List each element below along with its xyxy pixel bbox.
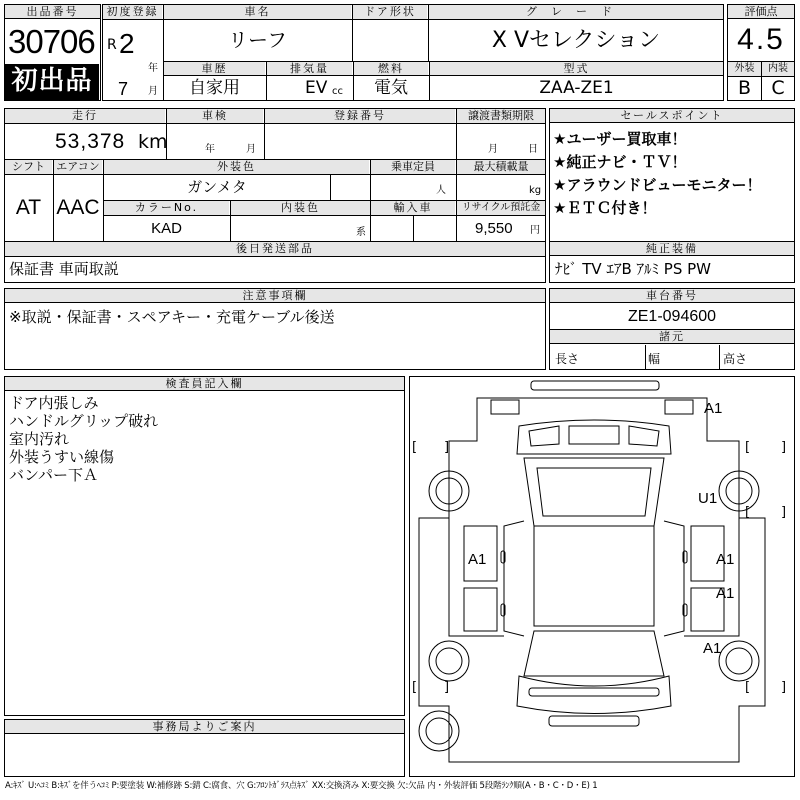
svg-text:]: ]: [444, 680, 450, 695]
exterior-grade-label: 外装: [728, 62, 761, 76]
damage-mark-front-right: A1: [704, 400, 723, 417]
mileage-unit: km: [138, 131, 168, 153]
office-label: 事務局よりご案内: [5, 720, 404, 734]
lot-number-label: 出品番号: [5, 5, 100, 19]
selling-points-list: [553, 128, 761, 220]
reg-year-unit: 年: [148, 63, 158, 74]
inspector-label: 検査員記入欄: [5, 377, 404, 391]
selling-points-label: セールスポイント: [550, 109, 794, 123]
max-load-label: 最大積載量: [457, 160, 545, 174]
damage-mark-right-rear-door: A1: [716, 585, 735, 602]
door-type-label: ドア形状: [353, 5, 427, 19]
car-name-label: 車名: [164, 5, 351, 19]
int-color-unit: 系: [356, 227, 366, 238]
recycle-label: リサイクル預託金: [457, 201, 545, 215]
transfer-month-unit: 月: [488, 144, 498, 155]
transfer-day-unit: 日: [528, 144, 538, 155]
model-label: 型式: [430, 62, 723, 75]
height-label: 高さ: [723, 352, 748, 366]
length-label: 長さ: [555, 352, 580, 366]
svg-text:[: [: [412, 440, 418, 455]
max-load-unit: kg: [529, 185, 542, 196]
history: 自家用: [189, 78, 240, 98]
color-no-label: カラーNo.: [104, 201, 229, 215]
ext-color-label: 外装色: [104, 160, 369, 174]
score: 4.5: [737, 23, 785, 56]
damage-mark-right-fender: U1: [698, 490, 718, 507]
reg-era: R: [107, 37, 117, 53]
notes-label: 注意事項欄: [5, 289, 545, 303]
model: ZAA-ZE1: [539, 78, 614, 98]
recycle-fee: 9,550: [475, 220, 513, 237]
fuel: 電気: [374, 78, 408, 98]
inspector-line: ドア内張しみ: [9, 394, 99, 412]
reg-year: 2: [119, 28, 135, 59]
svg-text:[: [: [745, 505, 751, 520]
reg-number-label: 登録番号: [265, 109, 455, 123]
shift: AT: [15, 196, 42, 219]
specs-label: 諸元: [550, 330, 794, 344]
displacement-unit: cc: [332, 86, 343, 97]
displacement: EV: [305, 78, 328, 98]
damage-mark-left-door: A1: [468, 551, 487, 568]
recycle-unit: 円: [530, 225, 540, 236]
interior-grade-label: 内装: [762, 62, 794, 76]
color-no: KAD: [151, 220, 182, 237]
exterior-grade: B: [737, 77, 752, 99]
genuine-equipment: ﾅﾋﾞ TV ｴｱB ｱﾙﾐ PS PW: [555, 260, 711, 278]
inspector-line: バンパー下Ａ: [9, 466, 98, 484]
selling-point: ★アラウンドビューモニター！: [553, 176, 762, 194]
chassis-number: ZE1-094600: [627, 308, 717, 325]
shift-label: シフト: [5, 160, 52, 174]
lot-number: 30706: [8, 23, 95, 60]
svg-text:]: ]: [781, 505, 787, 520]
grade-label: グレード: [429, 5, 723, 19]
svg-text:]: ]: [781, 680, 787, 695]
inspection-month-unit: 月: [246, 144, 256, 155]
inspector-line: ハンドルグリップ破れ: [9, 412, 159, 430]
selling-point: ★純正ナビ・ＴＶ！: [553, 153, 687, 171]
capacity-unit: 人: [436, 185, 446, 196]
ac: AAC: [56, 196, 100, 219]
fuel-label: 燃料: [354, 62, 428, 75]
damage-mark-right-front-door: A1: [716, 551, 735, 568]
svg-text:]: ]: [781, 440, 787, 455]
svg-text:]: ]: [444, 440, 450, 455]
svg-text:[: [: [745, 680, 751, 695]
mileage-label: 走行: [5, 109, 165, 123]
inspection-year-unit: 年: [205, 144, 215, 155]
inspector-line: 室内汚れ: [9, 430, 70, 448]
chassis-label: 車台番号: [550, 289, 794, 303]
inspection-label: 車検: [167, 109, 263, 123]
interior-grade: C: [771, 77, 785, 99]
history-label: 車歴: [164, 62, 265, 75]
reg-month-unit: 月: [148, 86, 158, 97]
score-label: 評価点: [728, 5, 794, 19]
damage-mark-right-rear: A1: [703, 640, 722, 657]
later-parts: 保証書 車両取説: [9, 260, 119, 278]
grade: X Vセレクション: [491, 28, 661, 53]
legend: A:ｷｽﾞ U:ﾍｺﾐ B:ｷｽﾞを伴うﾍｺﾐ P:要塗装 W:補修跡 S:錆 C:腐食、穴 G:ﾌﾛﾝﾄｶﾞﾗｽ点ｷｽﾞ XX:交換済み X:要交換 欠:欠品 内・外装評価 5段階ﾗﾝｸ順(A・B・C・D・E) 1: [5, 781, 598, 791]
displacement-label: 排気量: [267, 62, 352, 75]
genuine-equipment-label: 純正装備: [550, 242, 794, 256]
first-reg-label: 初度登録: [103, 5, 162, 19]
mileage: 53,378: [55, 130, 126, 153]
reg-month: 7: [118, 79, 129, 99]
width-label: 幅: [648, 352, 661, 366]
selling-point: ★ユーザー買取車！: [553, 130, 687, 148]
svg-text:[: [: [412, 680, 418, 695]
inspector-notes: [9, 394, 158, 484]
svg-text:[: [: [745, 440, 751, 455]
import-label: 輸入車: [371, 201, 455, 215]
ext-color: ガンメタ: [187, 178, 247, 196]
capacity-label: 乗車定員: [371, 160, 455, 174]
int-color-label: 内装色: [231, 201, 370, 215]
inspector-line: 外装うすい線傷: [9, 448, 115, 466]
first-listing-text: 初出品: [11, 66, 93, 96]
transfer-deadline-label: 譲渡書類期限: [457, 109, 545, 123]
car-diagram: [409, 376, 795, 777]
car-name: リーフ: [228, 28, 287, 52]
ac-label: エアコン: [54, 160, 102, 174]
selling-point: ★ＥＴＣ付き！: [553, 199, 657, 217]
notes: ※取説・保証書・スペアキー・充電ケーブル後送: [9, 308, 335, 326]
later-parts-label: 後日発送部品: [5, 242, 545, 256]
